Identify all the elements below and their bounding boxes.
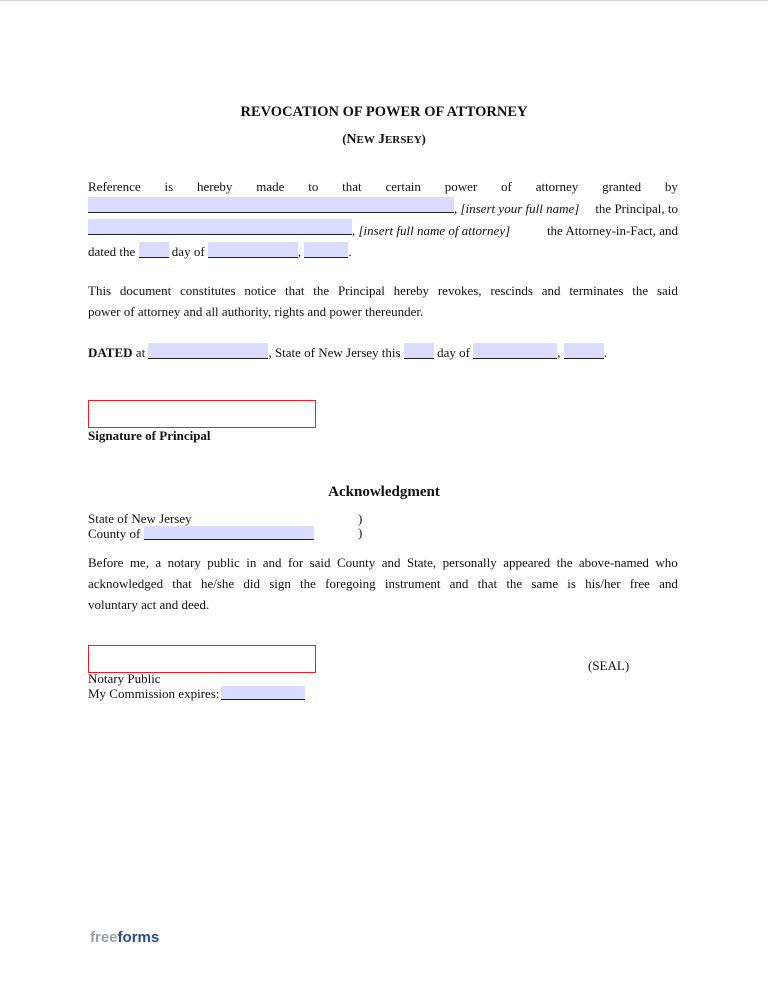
reference-paragraph xyxy=(88,176,678,262)
reference-year-field[interactable] xyxy=(304,242,348,258)
reference-line-3: , [insert full name of attorney] the Attorney-in-Fact, and xyxy=(88,219,678,241)
venue-county: County of xyxy=(88,526,314,541)
commission-line: My Commission expires: xyxy=(88,686,305,701)
acknowledgment-paragraph xyxy=(88,552,678,615)
attorney-name-field[interactable] xyxy=(88,219,352,235)
acknowledgment-line-3: voluntary act and deed. xyxy=(88,597,210,612)
acknowledgment-heading: Acknowledgment xyxy=(328,484,440,500)
dated-day-field[interactable] xyxy=(404,343,434,359)
notice-line-1: This document constitutes notice that the Principal hereby revokes, rescinds and terminates the said xyxy=(88,283,678,298)
principal-signature-box[interactable] xyxy=(88,400,316,428)
venue-block xyxy=(88,512,314,541)
dated-month-field[interactable] xyxy=(473,343,557,359)
dated-year-field[interactable] xyxy=(564,343,604,359)
page-top-border xyxy=(0,0,768,1)
acknowledgment-line-2: acknowledged that he/she did sign the foregoing instrument and that the same is his/her free and xyxy=(88,576,678,591)
dated-line: DATED at , State of New Jersey this day of , . xyxy=(88,345,607,360)
freeforms-logo: freeforms xyxy=(90,929,160,946)
reference-month-field[interactable] xyxy=(208,242,298,258)
county-field[interactable] xyxy=(144,526,314,540)
document-subtitle: (NEW JERSEY) xyxy=(342,132,426,147)
reference-line-4: dated the day of , . xyxy=(88,244,352,259)
notary-block xyxy=(88,672,305,701)
notice-line-2: power of attorney and all authority, rights and power thereunder. xyxy=(88,304,424,319)
seal-label: (SEAL) xyxy=(588,658,630,673)
commission-expires-field[interactable] xyxy=(221,686,305,700)
notary-public-label: Notary Public xyxy=(88,671,161,686)
reference-day-field[interactable] xyxy=(139,242,169,258)
reference-line-1: Reference is hereby made to that certain power of attorney granted by xyxy=(88,179,678,194)
document-title: REVOCATION OF POWER OF ATTORNEY xyxy=(240,104,528,120)
principal-name-field[interactable] xyxy=(88,197,454,213)
acknowledgment-line-1: Before me, a notary public in and for said County and State, personally appeared the above-named who xyxy=(88,555,678,570)
notary-signature-box[interactable] xyxy=(88,645,316,673)
principal-signature-label: Signature of Principal xyxy=(88,428,211,443)
reference-line-2: , [insert your full name] the Principal, to xyxy=(88,197,678,219)
venue-parentheses: ) ) xyxy=(358,511,363,540)
notice-paragraph xyxy=(88,280,678,322)
venue-state: State of New Jersey xyxy=(88,511,192,526)
dated-location-field[interactable] xyxy=(148,343,268,359)
